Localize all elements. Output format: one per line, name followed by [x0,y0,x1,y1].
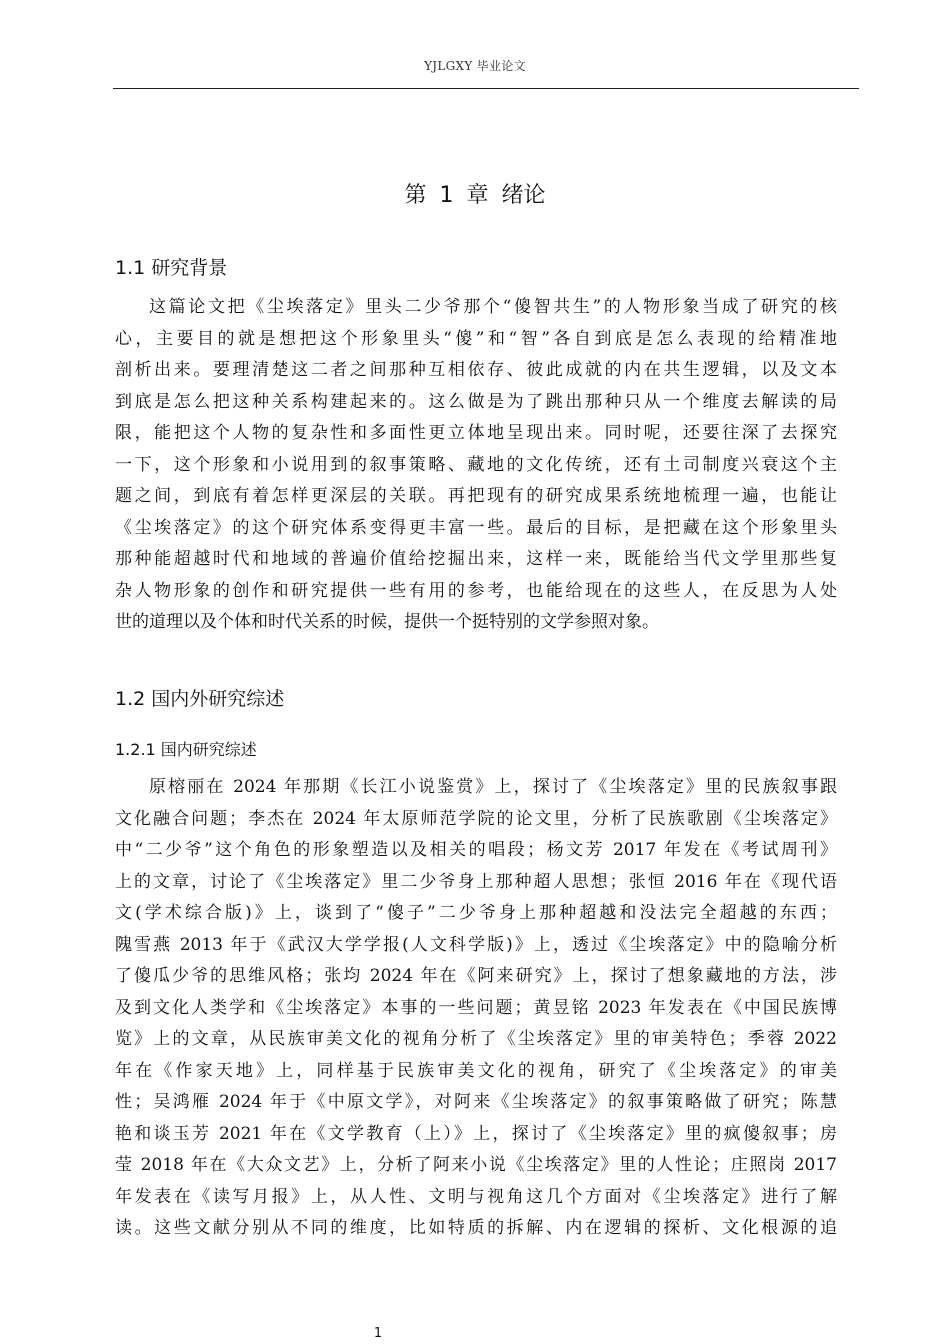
section-heading-1-2: 1.2 国内外研究综述 [115,688,285,710]
text-line: 年在《作家天地》上，同样基于民族审美文化的视角，研究了《尘埃落定》的审美 [115,1060,837,1081]
text-line: 心，主要目的就是想把这个形象里头“傻”和“智”各自到底是怎么表现的给精准地 [115,328,837,349]
text-line: 艳和谈玉芳 2021 年在《文学教育（上）》上，探讨了《尘埃落定》里的疯傻叙事；房 [115,1123,837,1144]
text-line: 了傻瓜少爷的思维风格；张均 2024 年在《阿来研究》上，探讨了想象藏地的方法，涉 [115,966,837,986]
subsection-heading-1-2-1: 1.2.1 国内研究综述 [115,740,257,759]
text-line: 览》上的文章，从民族审美文化的视角分析了《尘埃落定》里的审美特色；季蓉 2022 [115,1029,837,1049]
text-line: 原榕丽在 2024 年那期《长江小说鉴赏》上，探讨了《尘埃落定》里的民族叙事跟 [149,777,837,797]
running-header: YJLGXY 毕业论文 [424,59,526,73]
page-number: 1 [373,1326,383,1341]
text-line: 那种能超越时代和地域的普遍价值给挖掘出来，这样一来，既能给当代文学里那些复 [115,549,837,569]
text-line: 性；吴鸿雁 2024 年于《中原文学》，对阿来《尘埃落定》的叙事策略做了研究；陈慧 [115,1092,837,1112]
header-rule [113,88,859,89]
chapter-title: 第 1 章 绪论 [404,183,546,208]
text-line: 年发表在《读写月报》上，从人性、文明与视角这几个方面对《尘埃落定》进行了解 [115,1186,837,1207]
text-line: 中“二少爷”这个角色的形象塑造以及相关的唱段；杨文芳 2017 年发在《考试周刊》 [115,840,837,860]
text-line: 文(学术综合版)》上，谈到了“傻子”二少爷身上那种超越和没法完全超越的东西； [115,903,837,923]
text-line: 限，能把这个人物的复杂性和多面性更立体地呈现出来。同时呢，还要往深了去探究 [115,423,837,443]
text-line: 世的道理以及个体和时代关系的时候，提供一个挺特别的文学参照对象。 [115,612,659,632]
text-line: 题之间，到底有着怎样更深层的关联。再把现有的研究成果系统地梳理一遍，也能让 [115,486,837,506]
text-line: 及到文化人类学和《尘埃落定》本事的一些问题；黄昱铭 2023 年发表在《中国民族博 [115,997,837,1018]
text-line: 莹 2018 年在《大众文艺》上，分析了阿来小说《尘埃落定》里的人性论；庄照岗 2017 [115,1155,837,1175]
text-line: 剖析出来。要理清楚这二者之间那种互相依存、彼此成就的内在共生逻辑，以及文本 [115,360,837,380]
paragraph-domestic-review [115,772,837,1245]
text-line: 隗雪燕 2013 年于《武汉大学学报(人文科学版)》上，透过《尘埃落定》中的隐喻分析 [115,934,837,955]
text-line: 这篇论文把《尘埃落定》里头二少爷那个“傻智共生”的人物形象当成了研究的核 [149,297,837,317]
text-line: 上的文章，讨论了《尘埃落定》里二少爷身上那种超人思想；张恒 2016 年在《现代语 [115,871,837,892]
text-line: 《尘埃落定》的这个研究体系变得更丰富一些。最后的目标，是把藏在这个形象里头 [115,517,837,538]
text-line: 到底是怎么把这种关系构建起来的。这么做是为了跳出那种只从一个维度去解读的局 [115,391,837,412]
section-heading-1-1: 1.1 研究背景 [115,257,228,279]
text-line: 文化融合问题；李杰在 2024 年太原师范学院的论文里，分析了民族歌剧《尘埃落定》 [115,808,837,829]
text-line: 杂人物形象的创作和研究提供一些有用的参考，也能给现在的这些人，在反思为人处 [115,580,837,601]
text-line: 读。这些文献分别从不同的维度，比如特质的拆解、内在逻辑的探析、文化根源的追 [115,1218,837,1238]
paragraph-background [115,292,837,639]
text-line: 一下，这个形象和小说用到的叙事策略、藏地的文化传统，还有土司制度兴衰这个主 [115,454,837,475]
